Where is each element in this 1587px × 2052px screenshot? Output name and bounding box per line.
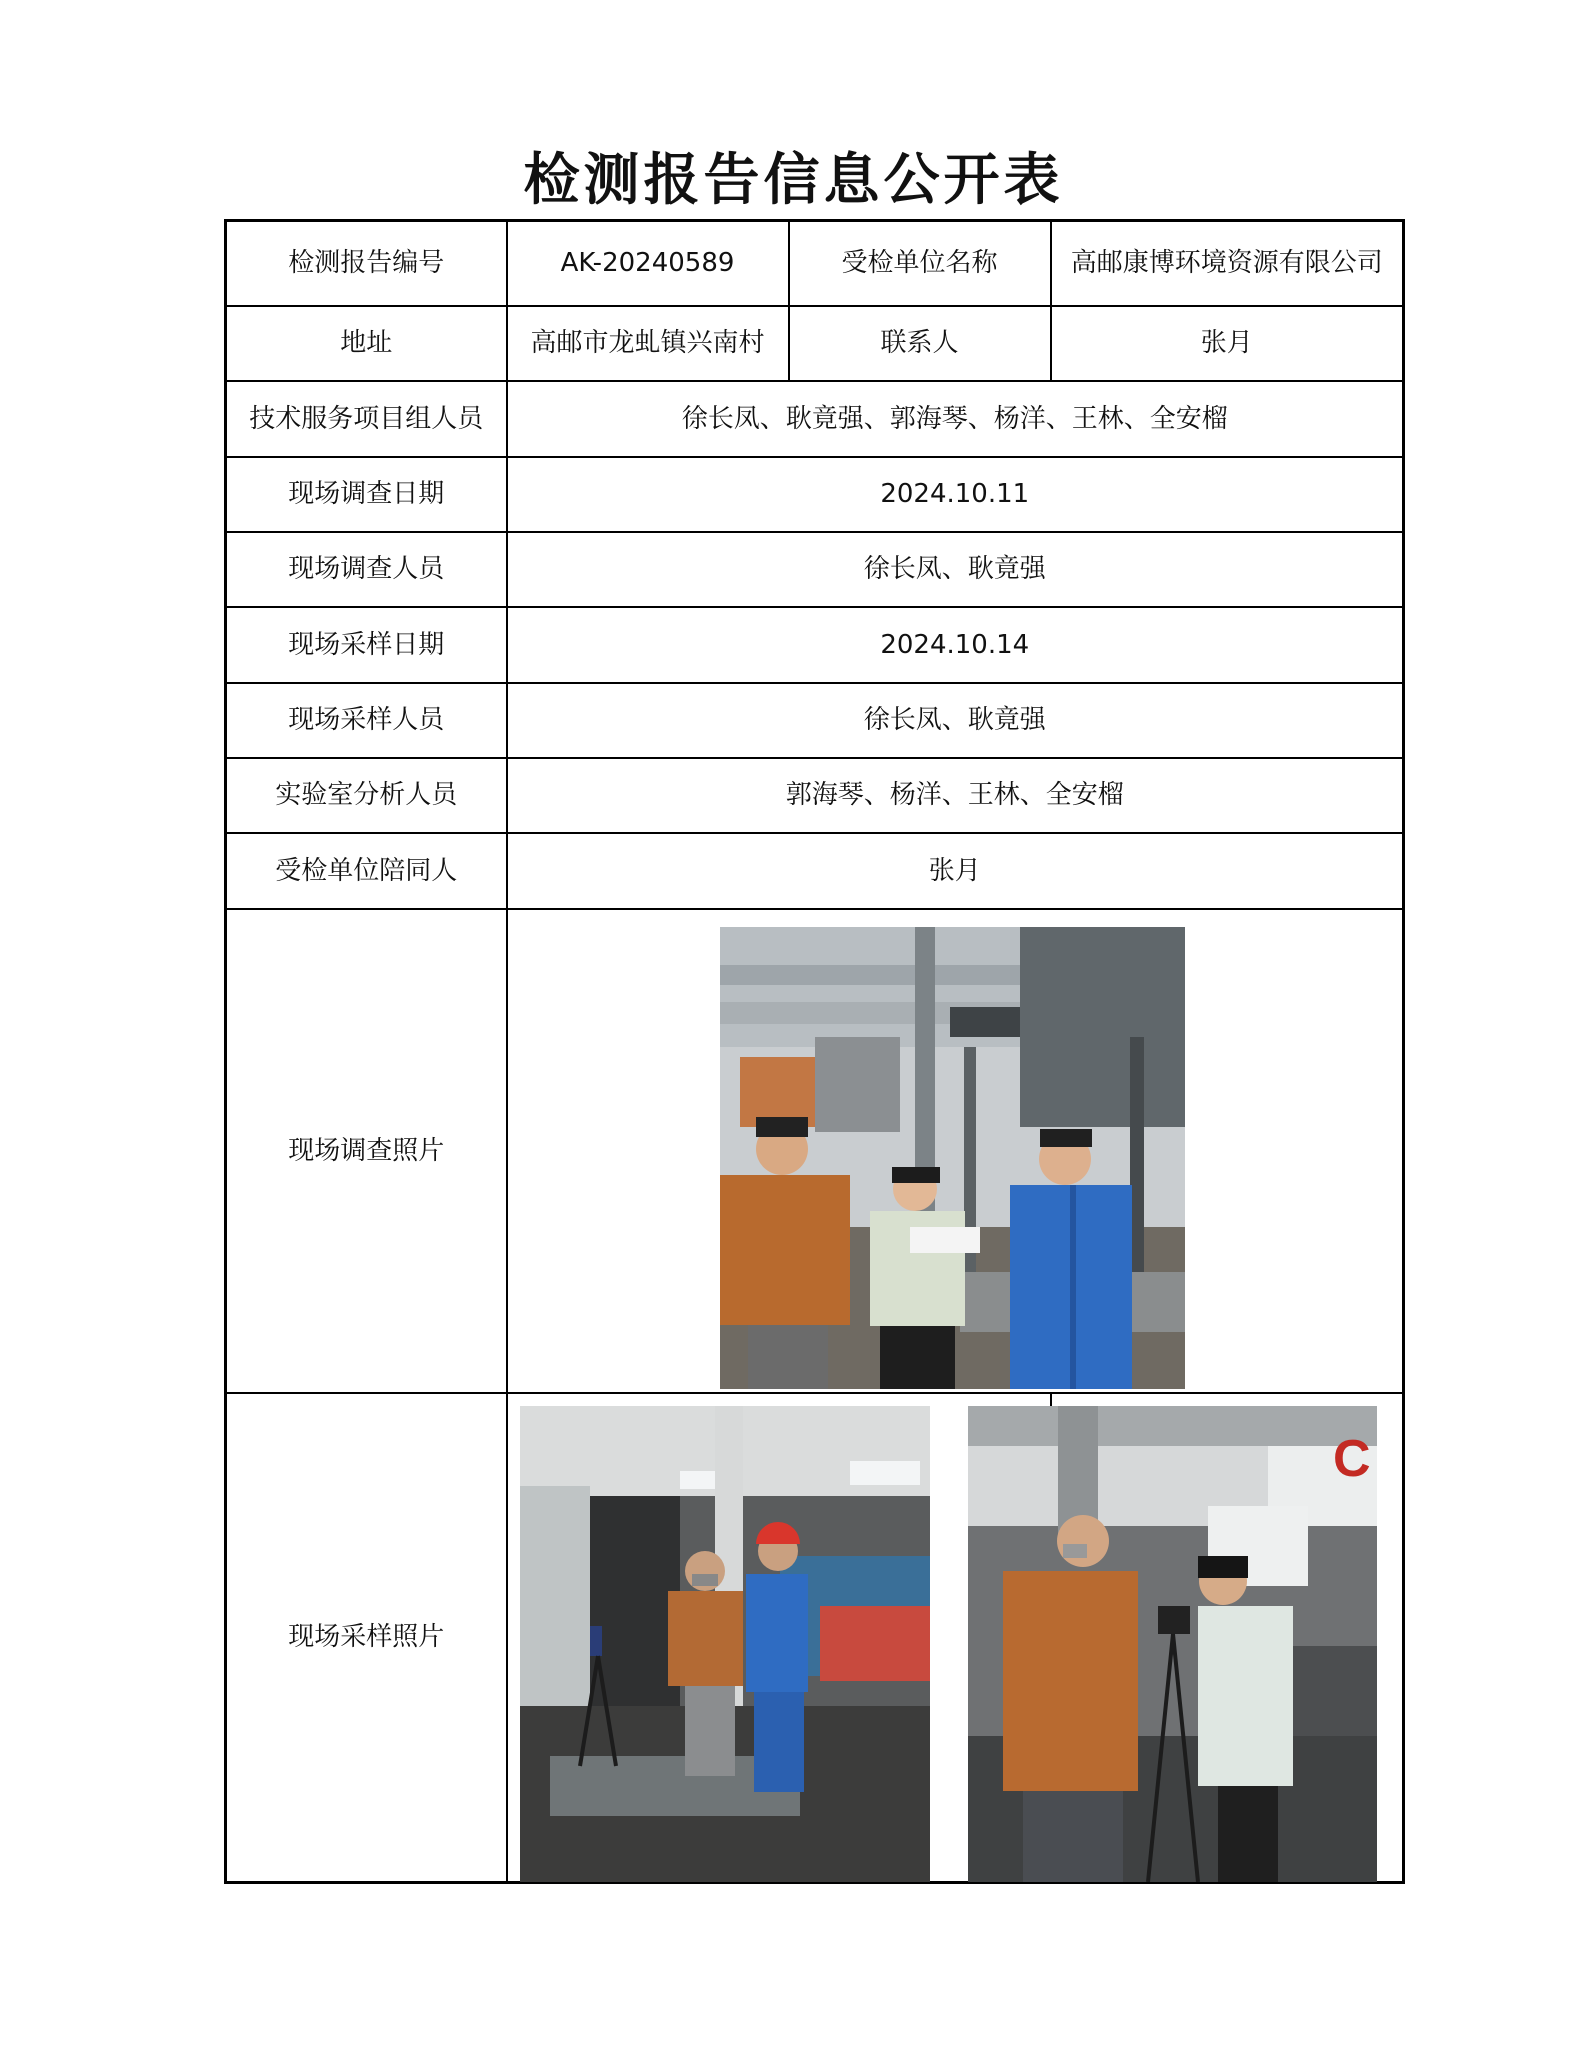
table-row: [226, 381, 1404, 457]
table-row: [226, 683, 1404, 758]
survey-date-label: 现场调查日期: [226, 457, 507, 532]
area-sign-c: C: [1333, 1430, 1371, 1488]
escort-label: 受检单位陪同人: [226, 833, 507, 909]
escort-value: 张月: [507, 833, 1404, 909]
lab-staff-value: 郭海琴、杨洋、王林、全安榴: [507, 758, 1404, 833]
team-label: 技术服务项目组人员: [226, 381, 507, 457]
table-row: [226, 607, 1404, 683]
sampling-photo-right: [968, 1406, 1377, 1882]
survey-photo: [720, 927, 1185, 1389]
sampling-staff-label: 现场采样人员: [226, 683, 507, 758]
table-row: [226, 758, 1404, 833]
contact-label: 联系人: [789, 306, 1051, 381]
lab-staff-label: 实验室分析人员: [226, 758, 507, 833]
survey-photo-label: 现场调查照片: [226, 909, 507, 1393]
sampling-date-value: 2024.10.14: [507, 607, 1404, 683]
report-no-label: 检测报告编号: [226, 221, 507, 306]
table-row: [226, 833, 1404, 909]
sampling-date-label: 现场采样日期: [226, 607, 507, 683]
address-label: 地址: [226, 306, 507, 381]
table-row: [226, 221, 1404, 306]
sampling-staff-value: 徐长凤、耿竟强: [507, 683, 1404, 758]
page-title: 检测报告信息公开表: [523, 147, 1064, 213]
survey-staff-label: 现场调查人员: [226, 532, 507, 607]
table-row: [226, 457, 1404, 532]
contact-value: 张月: [1051, 306, 1404, 381]
team-value: 徐长凤、耿竟强、郭海琴、杨洋、王林、全安榴: [507, 381, 1404, 457]
table-row: [226, 532, 1404, 607]
report-no-value: AK-20240589: [507, 221, 789, 306]
sampling-photo-left: [520, 1406, 930, 1882]
table-row: [226, 306, 1404, 381]
sampling-photo-label: 现场采样照片: [226, 1393, 507, 1883]
unit-name-label: 受检单位名称: [789, 221, 1051, 306]
unit-name-value: 高邮康博环境资源有限公司: [1051, 221, 1404, 306]
address-value: 高邮市龙虬镇兴南村: [507, 306, 789, 381]
survey-date-value: 2024.10.11: [507, 457, 1404, 532]
survey-staff-value: 徐长凤、耿竟强: [507, 532, 1404, 607]
